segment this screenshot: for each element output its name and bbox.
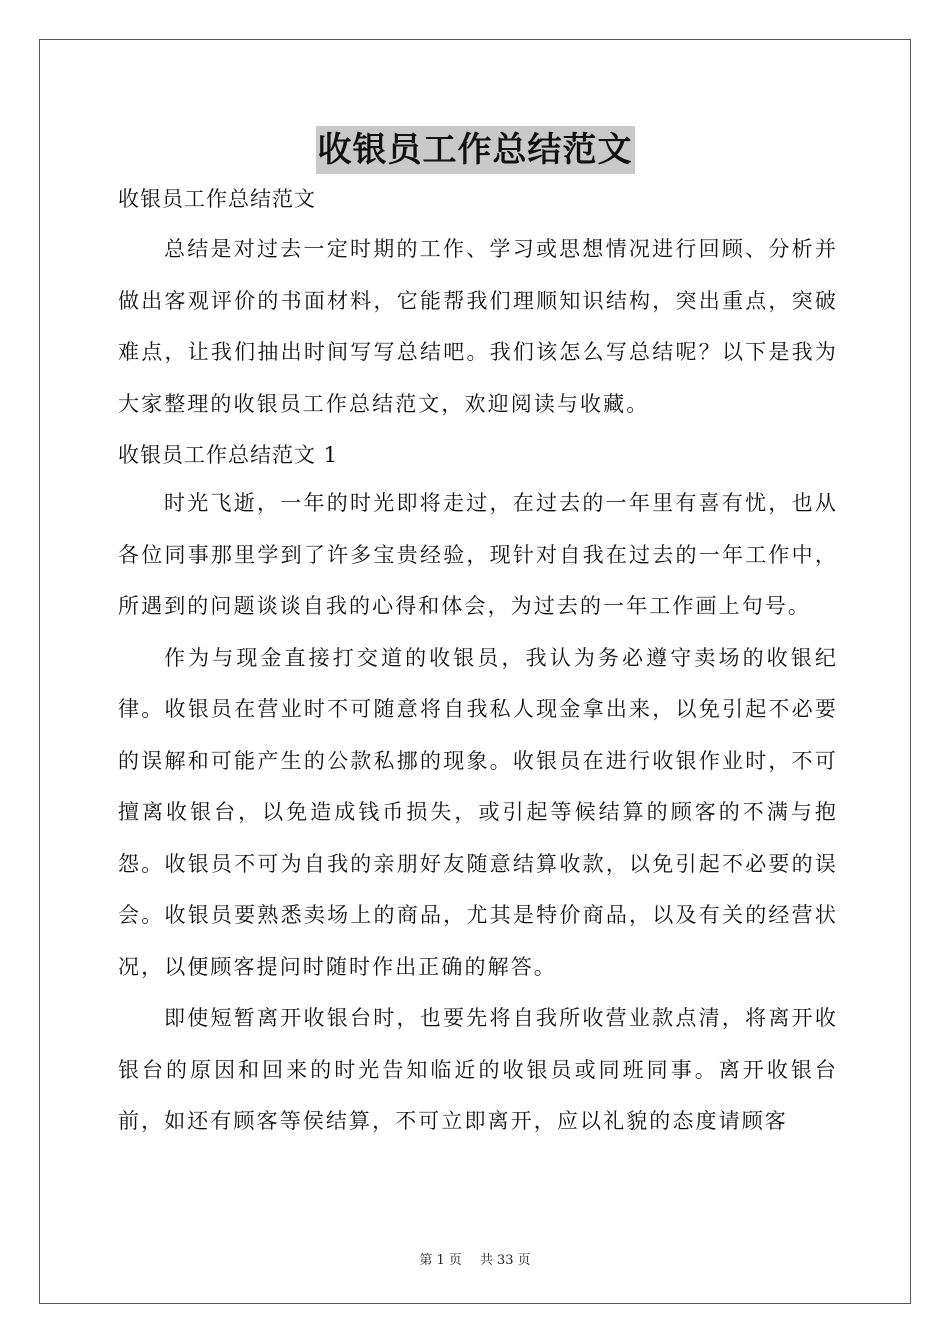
body-paragraph: 时光飞逝，一年的时光即将走过，在过去的一年里有喜有忧，也从各位同事那里学到了许多宝贵经验，现针对自我在过去的一年工作中，所遇到的问题谈谈自我的心得和体会，为过去的一年工作画上句号。 [118,491,838,618]
document-subtitle: 收银员工作总结范文 [118,187,316,211]
page-number: 第 1 页 [419,1253,462,1268]
title-container [0,126,950,174]
body-paragraph: 即使短暂离开收银台时，也要先将自我所收营业款点清，将离开收银台的原因和回来的时光告知临近的收银员或同班同事。离开收银台前，如还有顾客等侯结算，不可立即离开，应以礼貌的态度请顾客 [118,1006,838,1133]
document-title: 收银员工作总结范文 [316,126,635,174]
document-body [118,178,838,1148]
body-paragraph: 作为与现金直接打交道的收银员，我认为务必遵守卖场的收银纪律。收银员在营业时不可随意将自我私人现金拿出来，以免引起不必要的误解和可能产生的公款私挪的现象。收银员在进行收银作业时，不可擅离收银台，以免造成钱币损失，或引起等候结算的顾客的不满与抱怨。收银员不可为自我的亲朋好友随意结算收款，以免引起不必要的误会。收银员要熟悉卖场上的商品，尤其是特价商品，以及有关的经营状况，以便顾客提问时随时作出正确的解答。 [118,645,838,979]
section-heading: 收银员工作总结范文 1 [118,443,339,467]
page-footer [0,1249,950,1268]
intro-paragraph: 总结是对过去一定时期的工作、学习或思想情况进行回顾、分析并做出客观评价的书面材料，它能帮我们理顺知识结构，突出重点，突破难点，让我们抽出时间写写总结吧。我们该怎么写总结呢？以下是我为大家整理的收银员工作总结范文，欢迎阅读与收藏。 [118,237,838,416]
page-total: 共 33 页 [479,1253,531,1268]
